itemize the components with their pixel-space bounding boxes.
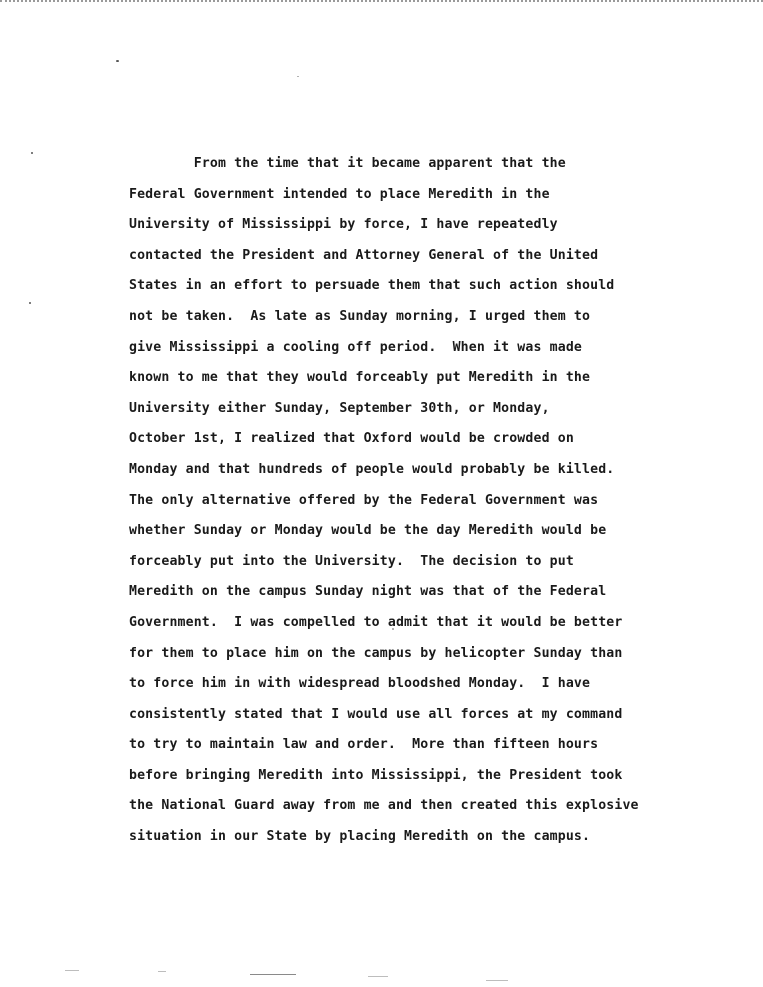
scan-artifact xyxy=(368,976,388,977)
text-line: consistently stated that I would use all forces at my command xyxy=(129,706,623,722)
text-line: Government. I was compelled to admit that it would be better xyxy=(129,614,623,630)
text-line: the National Guard away from me and then created this explosive xyxy=(129,798,639,814)
text-line: known to me that they would forceably put Meredith in the xyxy=(129,370,591,386)
text-line: to force him in with widespread bloodshed Monday. I have xyxy=(129,676,591,692)
text-line: whether Sunday or Monday would be the day Meredith would be xyxy=(129,523,607,539)
scan-artifact xyxy=(486,980,508,981)
scan-speck xyxy=(29,302,31,304)
text-line: University either Sunday, September 30th, or Monday, xyxy=(129,400,550,416)
text-line: Meredith on the campus Sunday night was that of the Federal xyxy=(129,584,607,600)
page-top-edge xyxy=(0,0,763,4)
scan-speck xyxy=(31,152,33,154)
text-line: Federal Government intended to place Meredith in the xyxy=(129,186,550,202)
text-line: The only alternative offered by the Federal Government was xyxy=(129,492,599,508)
scan-artifact xyxy=(250,974,296,975)
scan-speck xyxy=(297,76,299,77)
text-line: for them to place him on the campus by helicopter Sunday than xyxy=(129,645,623,661)
text-line: situation in our State by placing Meredith on the campus. xyxy=(129,829,591,845)
text-line: From the time that it became apparent that the xyxy=(129,156,566,171)
text-line: University of Mississippi by force, I have repeatedly xyxy=(129,217,558,233)
typed-letter-body xyxy=(129,149,689,853)
text-line: contacted the President and Attorney General of the United xyxy=(129,247,599,263)
text-line: to try to maintain law and order. More than fifteen hours xyxy=(129,737,599,753)
text-line: Monday and that hundreds of people would probably be killed. xyxy=(129,461,615,477)
text-line: States in an effort to persuade them that such action should xyxy=(129,278,615,294)
text-line: October 1st, I realized that Oxford would be crowded on xyxy=(129,431,574,447)
text-line: forceably put into the University. The decision to put xyxy=(129,553,574,569)
text-line: not be taken. As late as Sunday morning, I urged them to xyxy=(129,308,591,324)
scan-artifact xyxy=(65,970,79,971)
text-line: give Mississippi a cooling off period. When it was made xyxy=(129,339,583,355)
scan-artifact xyxy=(158,971,166,972)
text-line: before bringing Meredith into Mississippi, the President took xyxy=(129,767,623,783)
scan-speck xyxy=(116,60,119,62)
